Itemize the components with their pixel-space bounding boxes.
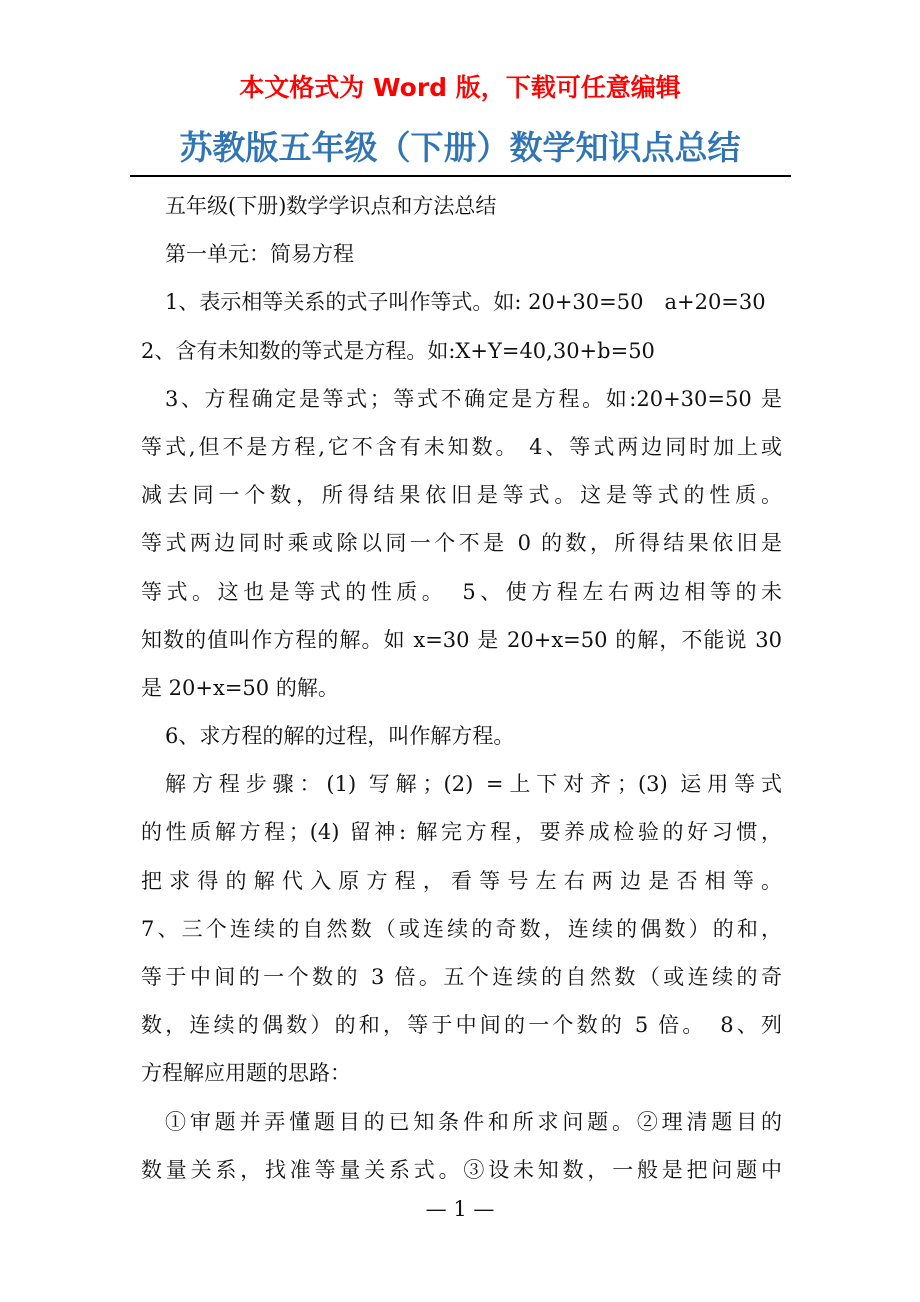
- unit-heading: 第一单元：简易方程: [165, 242, 354, 267]
- subtitle-line: 五年级(下册)数学学识点和方法总结: [165, 194, 497, 218]
- text-line: 数，连续的偶数）的和，等于中间的一个数的 5 倍。 8、列: [141, 1013, 782, 1038]
- text-line: 等式,但不是方程,它不含有未知数。 4、等式两边同时加上或: [141, 434, 782, 459]
- text-line: 方程解应用题的思路：: [141, 1061, 351, 1086]
- text-line: 等于中间的一个数的 3 倍。五个连续的自然数（或连续的奇: [141, 965, 782, 989]
- text-line: 3、方程确定是等式；等式不确定是方程。如:20+30=50 是: [165, 386, 782, 411]
- text-line: 等式两边同时乘或除以同一个不是 0 的数，所得结果依旧是: [141, 531, 782, 556]
- text-line: 数量关系，找准等量关系式。③设未知数，一般是把问题中: [141, 1157, 782, 1182]
- document-title: 苏教版五年级（下册）数学知识点总结: [179, 128, 741, 167]
- text-line: 是 20+x=50 的解。: [141, 675, 339, 700]
- text-line: 解方程步骤：(1) 写解；(2) =上下对齐；(3) 运用等式: [165, 772, 782, 797]
- text-line: 的性质解方程；(4) 留神: 解完方程，要养成检验的好习惯，: [141, 820, 782, 845]
- page-number: — 1 —: [425, 1197, 495, 1221]
- text-line: 知数的值叫作方程的解。如 x=30 是 20+x=50 的解，不能说 30: [141, 627, 782, 652]
- text-line: 1、表示相等关系的式子叫作等式。如: 20+30=50 a+20=30: [165, 290, 766, 315]
- text-line: 6、求方程的解的过程，叫作解方程。: [165, 724, 515, 749]
- text-line: 7、三个连续的自然数（或连续的奇数，连续的偶数）的和，: [141, 916, 782, 941]
- text-line: 等式。这也是等式的性质。 5、使方程左右两边相等的未: [141, 579, 782, 604]
- text-line: 2、含有未知数的等式是方程。如:X+Y=40,30+b=50: [141, 338, 655, 363]
- text-line: 减去同一个数，所得结果依旧是等式。这是等式的性质。: [141, 483, 782, 508]
- text-line: 把求得的解代入原方程，看等号左右两边是否相等。: [141, 868, 782, 893]
- editable-notice-banner: 本文格式为 Word 版，下载可任意编辑: [239, 73, 681, 102]
- text-line: ①审题并弄懂题目的已知条件和所求问题。②理清题目的: [165, 1109, 782, 1134]
- title-divider: [130, 175, 791, 177]
- document-body: [141, 186, 782, 1198]
